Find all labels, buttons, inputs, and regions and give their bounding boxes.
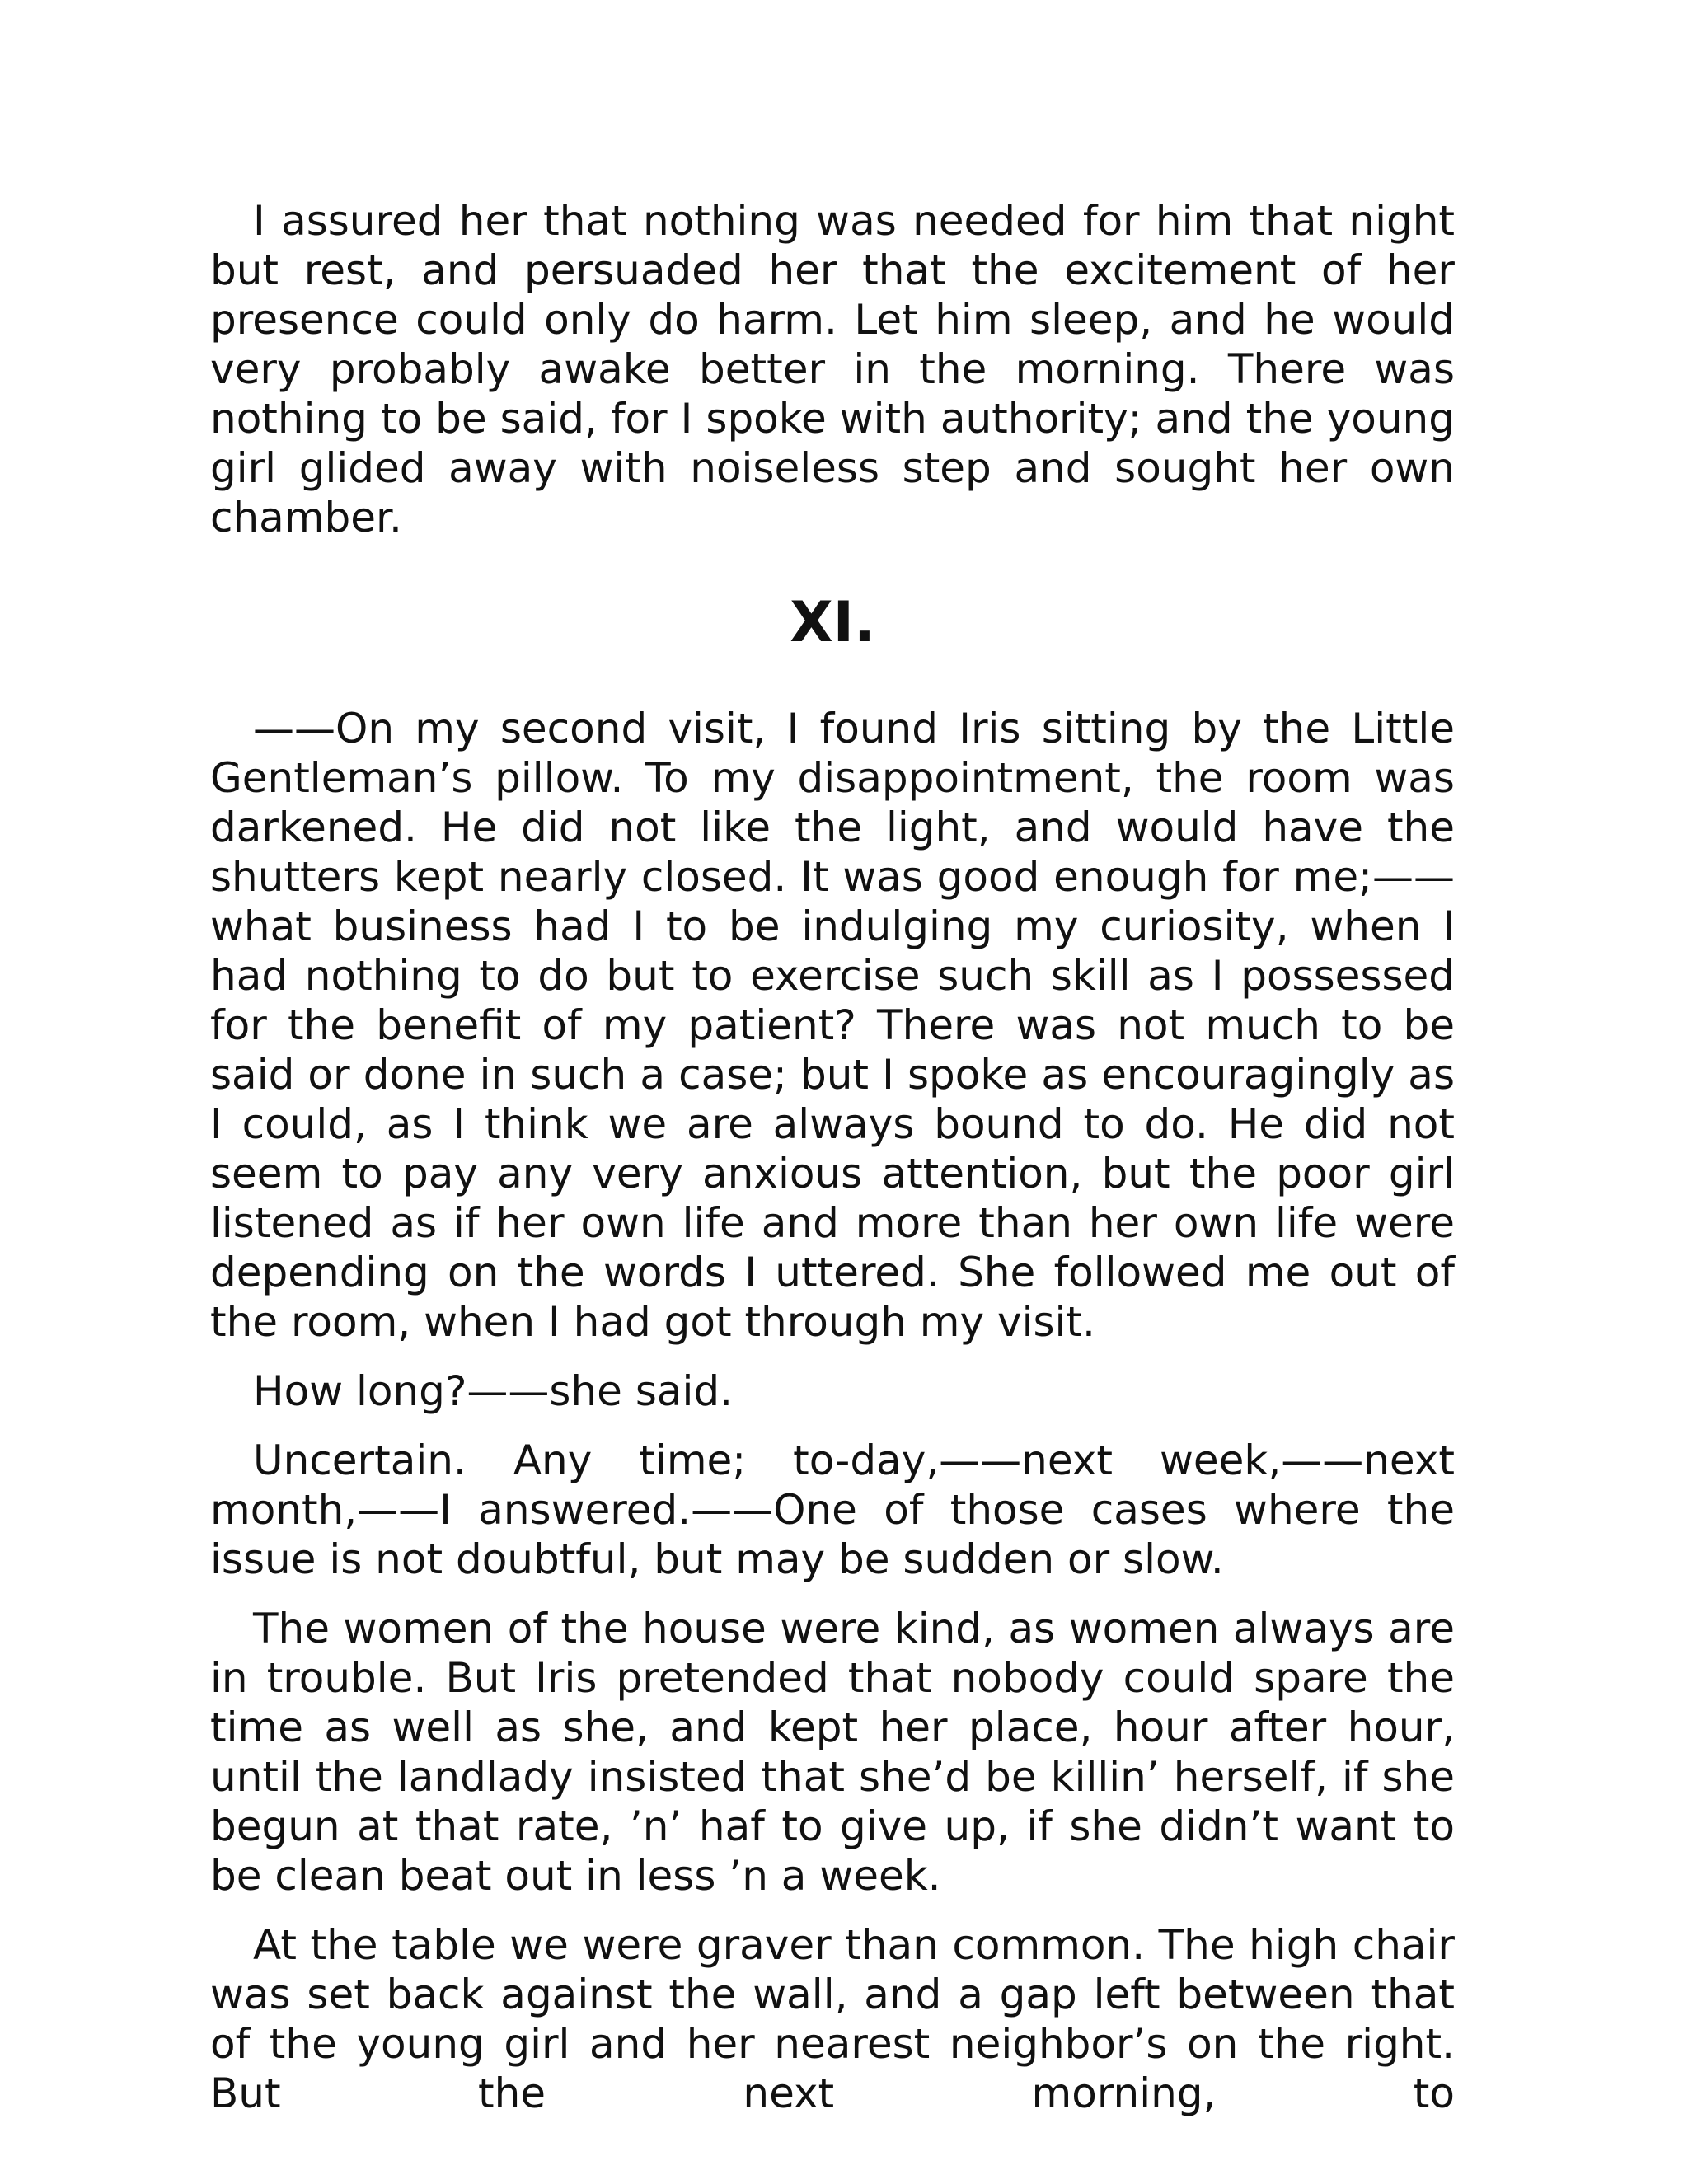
- chapter-heading: XI.: [790, 590, 875, 655]
- paragraph: Uncertain. Any time; to-day,——next week,——next month,——I answered.——One of those cases where the issue is not doubtful, but may be sudden or slow.: [210, 1436, 1455, 1583]
- paragraph: How long?——she said.: [253, 1367, 734, 1415]
- paragraph: I assured her that nothing was needed for him that night but rest, and persuaded her that the excitement of her presence could only do harm. Let him sleep, and he would very probably awake better in the morning. There was nothing to be said, for I spoke with authority; and the young girl glided away with noiseless step and sought her own chamber.: [210, 197, 1455, 541]
- paragraph: ——On my second visit, I found Iris sitting by the Little Gentleman’s pillow. To my disappointment, the room was darkened. He did not like the light, and would have the shutters kept nearly closed. It was good enough for me;——what business had I to be indulging my curiosity, when I had nothing to do but to exercise such skill as I possessed for the benefit of my patient? There was not much to be said or done in such a case; but I spoke as encouragingly as I could, as I think we are always bound to do. He did not seem to pay any very anxious attention, but the poor girl listened as if her own life and more than her own life were depending on the words I uttered. She followed me out of the room, when I had got through my visit.: [210, 705, 1455, 1346]
- book-page: [210, 196, 1455, 2118]
- paragraph: The women of the house were kind, as women always are in trouble. But Iris pretended that nobody could spare the time as well as she, and kept her place, hour after hour, until the landlady insisted that she’d be killin’ herself, if she begun at that rate, ’n’ haf to give up, if she didn’t want to be clean beat out in less ’n a week.: [210, 1605, 1455, 1900]
- paragraph: At the table we were graver than common. The high chair was set back against the wall, and a gap left between that of the young girl and her nearest neighbor’s on the right. But the next morning, to: [210, 1921, 1455, 2117]
